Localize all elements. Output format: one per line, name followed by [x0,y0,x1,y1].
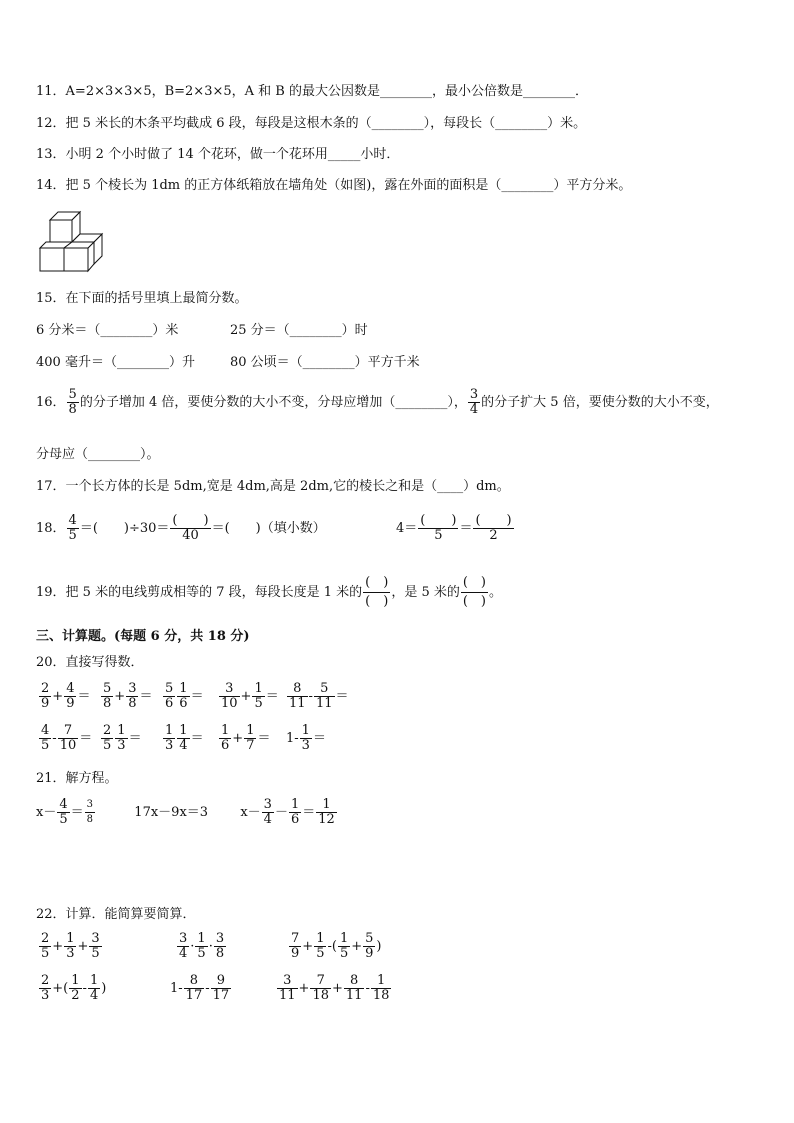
mental-math-item: 1- $\frac{1}{3}$ ＝ [286,723,326,753]
q19-text3: 。 [489,585,503,600]
fraction-blank-2: ( ) 2 [475,513,512,543]
question-15-d: 80 公顷＝（________）平方千米 [230,355,420,370]
question-21-equations [36,798,338,827]
eq1-x: x－ [36,805,57,820]
q18-eq1: ＝( )÷30＝ [79,521,170,536]
fraction-3-4: $\frac{3}{4}$ [469,387,479,417]
q22-expr-6: $\frac{3}{11}$ + $\frac{7}{18}$ + $\frac{8}{11}$ - $\frac{1}{18}$ [279,973,390,1003]
q22-expr-3: $\frac{7}{9}$ + $\frac{1}{5}$ -( $\frac{1}{5}$ + $\frac{5}{9}$ ) [291,931,382,961]
question-22-title: 22．计算．能简算要简算． [36,907,196,922]
question-11: 11．A=2×3×3×5，B=2×3×5，A 和 B 的最大公因数是________，最小公倍数是________． [36,84,588,99]
q22-expr-4: $\frac{2}{3}$ +( $\frac{1}{2}$ - $\frac{1}{4}$ ) [41,973,107,1003]
question-15-title: 15．在下面的括号里填上最简分数。 [36,291,248,306]
cube-stack-figure [38,210,104,274]
fraction: $\frac{5}{6}$ [165,681,174,711]
q22-expr-5: 1- $\frac{8}{17}$ - $\frac{9}{17}$ [170,973,230,1003]
q22-expr-1: $\frac{2}{5}$ + $\frac{1}{3}$ + $\frac{3}{5}$ [41,931,100,961]
eq3-frac-3-4: $\frac{3}{4}$ [263,797,272,827]
eq3-frac-1-12: $\frac{1}{12}$ [318,797,335,827]
fraction: $\frac{2}{9}$ [41,681,50,711]
fraction: $\frac{1}{3}$ [165,723,174,753]
question-19 [36,574,502,611]
fraction: $\frac{1}{3}$ [301,723,310,753]
q16-text2: 的分子扩大 5 倍，要使分数的大小不变， [481,395,719,410]
fraction-blank-answer-2: ( ) ( ) [462,575,487,609]
fraction: $\frac{4}{9}$ [66,681,75,711]
fraction-4-5: $\frac{4}{5}$ [68,513,77,543]
fraction: $\frac{4}{5}$ [41,723,50,753]
eq3-minus: － [274,805,288,820]
fraction: $\frac{5}{11}$ [315,681,333,711]
eq1-frac-4-5: $\frac{4}{5}$ [59,797,68,827]
question-12: 12．把 5 米长的木条平均截成 6 段，每段是这根木条的（________），每段长（________）米。 [36,116,587,131]
question-15-a: 6 分米＝（________）米 [36,323,179,338]
fraction: $\frac{3}{8}$ [128,681,137,711]
question-15-c: 400 毫升＝（________）升 [36,355,195,370]
q19-text2: ，是 5 米的 [391,585,460,600]
mental-math-item: $\frac{1}{3}$ $\frac{1}{4}$ ＝ [165,723,204,753]
fraction-blank-answer-1: ( ) ( ) [365,575,389,609]
fraction: $\frac{3}{10}$ [221,681,238,711]
fraction: $\frac{1}{7}$ [246,723,255,753]
mental-math-item: $\frac{2}{5}$ $\frac{1}{3}$ ＝ [103,723,142,753]
mental-math-item: $\frac{5}{8}$ + $\frac{3}{8}$ ＝ [103,681,153,711]
fraction: $\frac{2}{5}$ [103,723,112,753]
fraction-blank-5: ( ) 5 [420,513,457,543]
mental-math-item: $\frac{5}{6}$ $\frac{1}{6}$ ＝ [165,681,204,711]
q18-eq3: ＝ [459,521,473,536]
fraction: $\frac{8}{11}$ [289,681,306,711]
fraction-blank-40: ( ) 40 [172,513,209,543]
question-15-b: 25 分＝（________）时 [230,323,368,338]
eq3-eq: ＝ [302,805,316,820]
question-17: 17．一个长方体的长是 5dm,宽是 4dm,高是 2dm,它的棱长之和是（____）dm。 [36,479,510,494]
fraction: $\frac{1}{6}$ [179,681,188,711]
eq3-frac-1-6: $\frac{1}{6}$ [290,797,300,827]
section-3-heading: 三、计算题。(每题 6 分，共 18 分) [36,629,250,644]
fraction: $\frac{1}{4}$ [179,723,188,753]
q16-text1: 的分子增加 4 倍，要使分数的大小不变，分母应增加（________）， [79,395,467,410]
fraction: $\frac{5}{8}$ [103,681,112,711]
question-20-title: 20．直接写得数． [36,655,144,670]
q22-expr-2: $\frac{3}{4}$ · $\frac{1}{5}$ · $\frac{3}{8}$ [179,931,225,961]
q16-number: 16． [36,395,66,410]
question-16-line2: 分母应（________）。 [36,447,160,462]
question-13: 13．小明 2 个小时做了 14 个花环，做一个花环用_____小时． [36,147,400,162]
eq2: 17x－9x＝3 [134,805,209,820]
fraction: $\frac{7}{10}$ [59,723,77,753]
fraction: $\frac{1}{3}$ [117,723,126,753]
mental-math-item: $\frac{2}{9}$ + $\frac{4}{9}$ ＝ [41,681,91,711]
mental-math-item: $\frac{8}{11}$ - $\frac{5}{11}$ ＝ [289,681,349,711]
eq1-eq: ＝ [70,805,84,820]
question-21-title: 21．解方程。 [36,771,118,786]
question-16-line1 [36,388,719,417]
fraction: $\frac{1}{5}$ [254,681,263,711]
mental-math-item: $\frac{3}{10}$ + $\frac{1}{5}$ ＝ [221,681,279,711]
eq1-frac-3-8: $\frac{3}{8}$ [86,799,94,825]
q18-eq2: ＝( )（填小数） [211,521,326,536]
q19-text1: 19．把 5 米的电线剪成相等的 7 段，每段长度是 1 米的 [36,585,363,600]
q18-number: 18． [36,521,66,536]
eq3-x: x－ [240,805,261,820]
question-14: 14．把 5 个棱长为 1dm 的正方体纸箱放在墙角处（如图)，露在外面的面积是（________）平方分米。 [36,178,632,193]
mental-math-item: $\frac{4}{5}$ - $\frac{7}{10}$ ＝ [41,723,93,753]
fraction: $\frac{1}{6}$ [221,723,230,753]
mental-math-item: $\frac{1}{6}$ + $\frac{1}{7}$ ＝ [221,723,271,753]
q18-four: 4＝ [396,521,418,536]
fraction-5-8: $\frac{5}{8}$ [68,387,77,417]
question-18 [36,514,515,543]
